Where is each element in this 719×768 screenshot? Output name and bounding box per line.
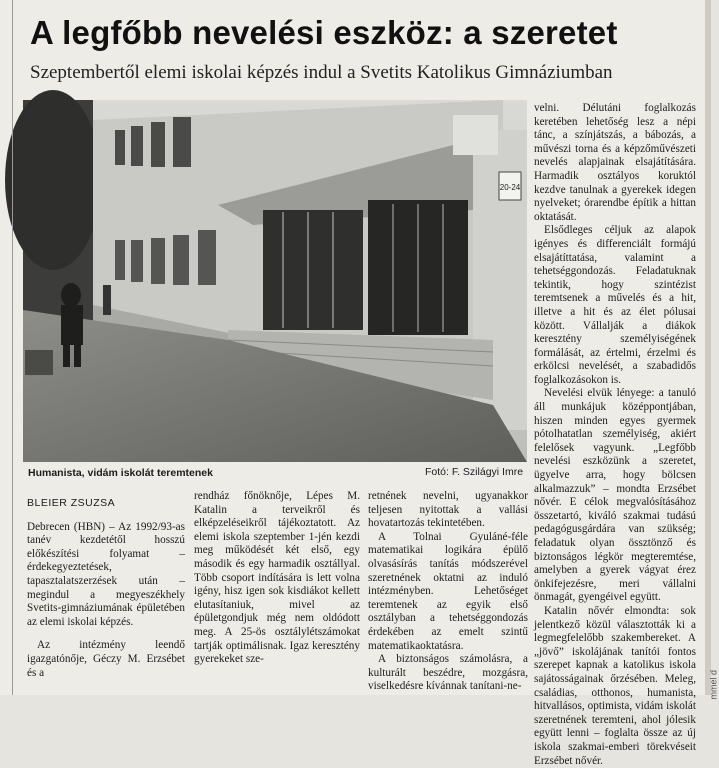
page-edge — [705, 0, 711, 695]
column-1-paragraph: Az intézmény leendő igazgatónője, Géczy M. Erzsébet és a — [27, 639, 185, 679]
column-4-paragraph: Katalin nővér elmondta: sok jelentkező közül választották ki a legmegfelelőbb szakembereket. A „jövő” iskolájának tanítói fontos szerepet kapnak a katolikus iskola sajátosságainak őrzésében. Meleg, családias, otthonos, humanista, hitvallásos, optimista, vidám iskolát szeretnének teremteni, ahol jólesik együtt lenni – foglalta össze az új iskola szakmai-emberi törekvéseit Erzsébet nővér. — [534, 604, 696, 767]
left-margin-rule — [12, 0, 13, 695]
byline: BLEIER ZSUZSA — [27, 497, 116, 509]
article-column-3 — [368, 490, 528, 694]
column-4-paragraph: velni. Délutáni foglalkozás keretében lehetőség lesz a népi tánc, a színjátszás, a bábozás, a művészi torna és a képzőművészeti nevelés alapjainak elsajátítására. Harmadik osztályos koruktól kezdve tanulnak a gyerekek idegen nyelveket; órarendbe építik a hittan oktatását. — [534, 102, 696, 223]
column-4-paragraph: Nevelési elvük lényege: a tanuló áll munkájuk középpontjában, hiszen minden egyes gyermek pótolhatatlan személyiség, akiért felelősek vagyunk. „Legfőbb nevelési eszközünk a szeretet, ügyelve arra, hogy bölcsen alkalmazzuk” – mondta Erzsébet nővér. E célok megvalósításához összetartó, kiváló szakmai tudású pedagógusgárdára van szükség; feladatuk olyan össztönző és biztonságos légkör megteremtése, amelyben a gyerek vágyat érez önkifejezésre, meri vállalni önmagát, gyengéivel együtt. — [534, 387, 696, 604]
column-3-paragraph: A Tolnai Gyuláné-féle matematikai logikára épülő olvasásírás tanítás módszerével szeretnének oktatni az induló intézményben. Lehetőséget teremtenek az egyik első osztályban a tehetséggondozás érdekében az emelt szintű matematikaoktatásra. — [368, 530, 528, 652]
house-number-sign: 20-24 — [499, 183, 521, 192]
column-3-paragraph: A biztonságos számolásra, a kulturált beszédre, mozgásra, viselkedésre kívánnak tanítani-ne- — [368, 653, 528, 693]
column-4-paragraph: Elsődleges céljuk az alapok igényes és differenciált formájú elsajátíttatása, valamint a tehetséggondozás. Feladatuknak tekintik, hogy szintézist teremtsenek a művelés és a hit, illetve a hit és az élet pólusai között. Vállalják a diákok keresztény személyiségének formálását, az értelmi, érzelmi és erkölcsi nevelését, a szabadidős foglalkozásokon is. — [534, 224, 696, 386]
article-photo — [23, 100, 527, 462]
article-column-1 — [27, 497, 185, 680]
article-headline: A legfőbb nevelési eszköz: a szeretet — [30, 14, 618, 51]
article-subheadline: Szeptembertől elemi iskolai képzés indul a Svetits Katolikus Gimnáziumban — [30, 62, 613, 83]
article-column-2 — [194, 490, 360, 667]
photo-caption: Humanista, vidám iskolát teremtenek — [28, 467, 213, 479]
edge-text: mmel d — [709, 670, 719, 700]
school-building-photo — [23, 100, 527, 462]
column-2-paragraph: rendház főnöknője, Lépes M. Katalin a terveikről és elképzeléseikről tájékoztatott. Az elemi iskola szeptember 1-jén kezdi meg működését két első, egy második és egy harmadik osztállyal. Több csoport indítására is lett volna igény, hisz igen sok kisdiákot kellett elutasítaniuk, mivel az épületgondjuk még nem oldódott meg. A 25-ös osztálylétszámokat tartják optimálisnak. Igaz keresztény gyerekeket sze- — [194, 490, 360, 666]
column-1-paragraph: Debrecen (HBN) – Az 1992/93-as tanév kezdetétől hosszú előkészítési folyamat – érdekegyeztetések, tapasztalatszerzések után – megindul a megyeszékhely Svetits-gimnáziumának épületében az elemi iskolai képzés. — [27, 520, 185, 628]
column-3-paragraph: retnének nevelni, ugyanakkor teljesen nyitottak a vallási hovatartozás tekintetében. — [368, 490, 528, 530]
article-column-4 — [534, 102, 696, 768]
photo-credit: Fotó: F. Szilágyi Imre — [425, 466, 524, 478]
